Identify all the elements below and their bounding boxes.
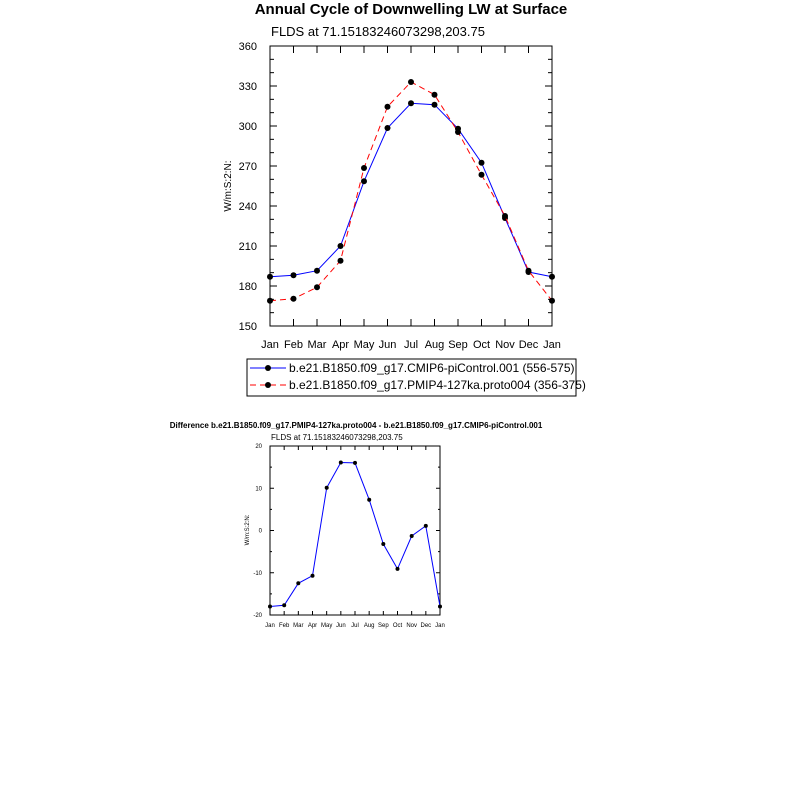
data-point: [479, 160, 485, 166]
x-tick-label: Sep: [377, 623, 389, 629]
data-point: [424, 524, 428, 528]
data-point: [291, 272, 297, 278]
chart1-y-axis-label: W/m:S:2:N:: [223, 160, 234, 212]
y-tick-label: 210: [238, 240, 257, 253]
chart2-plot-frame: [270, 446, 440, 615]
y-tick-label: -10: [253, 570, 262, 577]
series-line: [270, 103, 552, 276]
data-point: [268, 605, 272, 609]
data-point: [526, 268, 532, 274]
data-point: [325, 486, 329, 490]
data-point: [396, 567, 400, 571]
y-tick-label: 270: [238, 160, 257, 173]
x-tick-label: Apr: [331, 339, 350, 351]
data-point: [361, 178, 367, 184]
data-point: [549, 274, 555, 280]
x-tick-label: Jun: [378, 339, 397, 351]
legend-label-control: b.e21.B1850.f09_g17.CMIP6-piControl.001 (556-575): [289, 361, 575, 375]
y-tick-label: 10: [255, 486, 262, 493]
x-tick-label: Sep: [448, 339, 468, 351]
data-point: [361, 165, 367, 171]
data-point: [338, 258, 344, 264]
data-point: [438, 605, 442, 609]
data-point: [353, 461, 357, 465]
difference-chart: [170, 421, 543, 629]
data-point: [381, 542, 385, 546]
data-point: [502, 213, 508, 219]
data-point: [479, 172, 485, 178]
chart1-plot-frame: [270, 46, 552, 326]
y-tick-label: 0: [258, 528, 262, 535]
chart2-subtitle: FLDS at 71.15183246073298,203.75: [271, 433, 403, 442]
data-point: [367, 498, 371, 502]
x-tick-label: Jan: [435, 623, 445, 629]
x-tick-label: Oct: [392, 623, 403, 629]
x-tick-label: Nov: [406, 623, 418, 629]
x-tick-label: Dec: [420, 623, 432, 629]
chart1-series: [267, 79, 555, 304]
data-point: [282, 603, 286, 607]
data-point: [432, 92, 438, 98]
annual-cycle-chart: [223, 1, 586, 396]
x-tick-label: Jul: [351, 623, 359, 629]
series-line: [270, 82, 552, 301]
y-tick-label: -20: [253, 613, 262, 620]
chart1-legend: [247, 359, 586, 396]
x-tick-label: Mar: [293, 623, 304, 629]
y-tick-label: 150: [238, 320, 257, 333]
data-point: [385, 125, 391, 131]
x-tick-label: Jun: [335, 623, 346, 629]
y-tick-label: 330: [238, 80, 257, 93]
chart1-axes: [239, 41, 561, 351]
x-tick-label: Mar: [307, 339, 327, 351]
data-point: [311, 574, 315, 578]
y-tick-label: 360: [238, 40, 257, 53]
x-tick-label: Feb: [278, 623, 290, 629]
x-tick-label: Nov: [495, 339, 515, 351]
chart2-series: [268, 461, 442, 609]
x-tick-label: May: [353, 339, 375, 351]
data-point: [455, 129, 461, 135]
data-point: [432, 102, 438, 108]
x-tick-label: Feb: [284, 339, 303, 351]
legend-marker-pmip: [265, 382, 271, 388]
data-point: [408, 100, 414, 106]
data-point: [291, 296, 297, 302]
x-tick-label: Jul: [403, 339, 419, 351]
x-tick-label: Jan: [543, 339, 561, 351]
data-point: [267, 298, 273, 304]
chart2-y-axis-label: W/m:S:2:N:: [245, 514, 251, 546]
data-point: [314, 268, 320, 274]
x-tick-label: Apr: [307, 623, 318, 629]
x-tick-label: Jan: [261, 339, 279, 351]
data-point: [339, 461, 343, 465]
y-tick-label: 180: [238, 280, 257, 293]
chart1-subtitle: FLDS at 71.15183246073298,203.75: [271, 24, 485, 39]
x-tick-label: Dec: [518, 339, 539, 351]
y-tick-label: 240: [238, 200, 257, 213]
data-point: [408, 79, 414, 85]
data-point: [338, 243, 344, 249]
data-point: [385, 104, 391, 110]
y-tick-label: 300: [238, 120, 257, 133]
chart1-title: Annual Cycle of Downwelling LW at Surface: [254, 1, 568, 18]
data-point: [267, 274, 273, 280]
data-point: [549, 298, 555, 304]
x-tick-label: May: [320, 623, 333, 629]
series-line: [270, 463, 440, 607]
y-tick-label: 20: [255, 444, 262, 451]
chart2-title: Difference b.e21.B1850.f09_g17.PMIP4-127ka.proto004 - b.e21.B1850.f09_g17.CMIP6-piControl.001: [169, 421, 543, 430]
x-tick-label: Aug: [363, 623, 375, 629]
x-tick-label: Oct: [472, 339, 491, 351]
x-tick-label: Aug: [424, 339, 445, 351]
x-tick-label: Jan: [265, 623, 275, 629]
chart2-axes: [253, 444, 445, 629]
legend-marker-control: [265, 365, 271, 371]
data-point: [314, 284, 320, 290]
data-point: [296, 581, 300, 585]
legend-label-pmip: b.e21.B1850.f09_g17.PMIP4-127ka.proto004 (356-375): [289, 378, 586, 392]
data-point: [410, 534, 414, 538]
